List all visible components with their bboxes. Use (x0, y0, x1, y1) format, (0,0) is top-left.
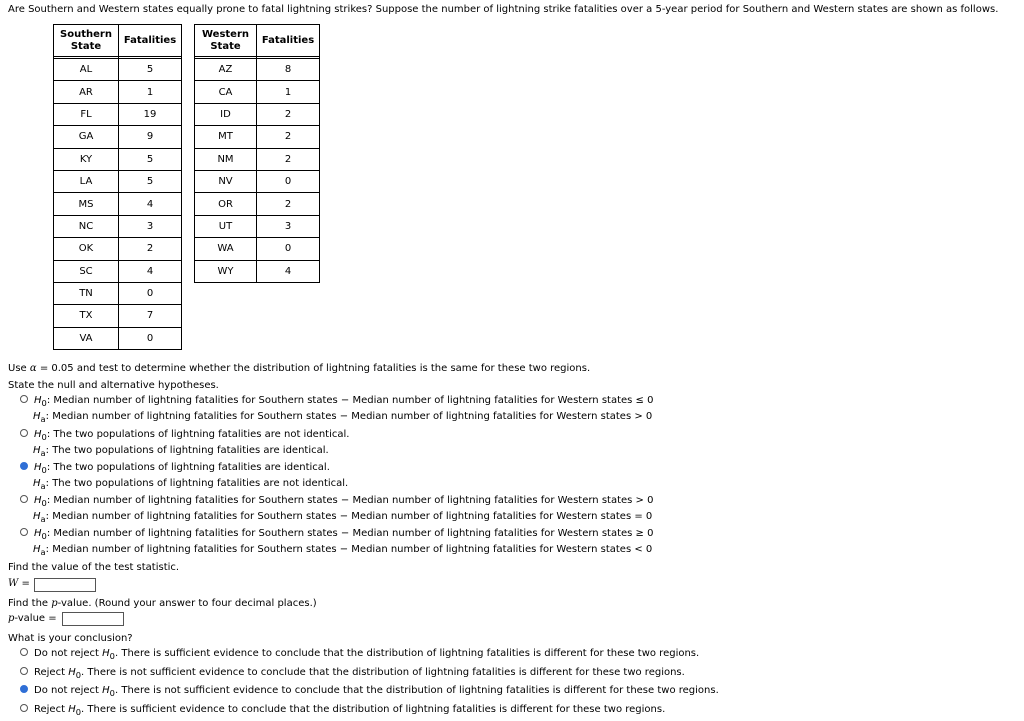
table-row (195, 238, 320, 260)
table-row (54, 238, 182, 260)
radio-button[interactable] (20, 648, 28, 656)
state-cell: GA (54, 126, 119, 148)
table-row (195, 126, 320, 148)
find-p-label: Find the p-value. (Round your answer to four decimal places.) (8, 598, 317, 609)
state-cell: OK (54, 238, 119, 260)
state-cell: UT (195, 215, 257, 237)
state-cell: KY (54, 148, 119, 170)
table-row (54, 59, 182, 81)
hypothesis-option[interactable]: $H_0$: Median number of lightning fatalities for Southern states − Median number of lightning fatalities for Western states ≤ 0 $H_a$: Median number of lightning fatalities for Southern states − Median number of lightning fatalities for Western states > 0 (20, 394, 653, 426)
fatalities-cell: 1 (257, 81, 320, 103)
h0-text: Median number of lightning fatalities for Southern states − Median number of lightning fatalities for Western states > 0 (53, 495, 654, 506)
table-row (54, 103, 182, 125)
ha-text: The two populations of lightning fatalities are not identical. (52, 478, 349, 489)
ha-text: Median number of lightning fatalities for Southern states − Median number of lightning fatalities for Western states < 0 (52, 544, 653, 555)
fatalities-cell: 2 (119, 238, 182, 260)
conclusion-action: Reject (34, 704, 66, 715)
table-header-row (195, 25, 320, 57)
radio-button[interactable] (20, 704, 28, 712)
fatalities-cell: 1 (119, 81, 182, 103)
table-row (195, 148, 320, 170)
state-cell: OR (195, 193, 257, 215)
conclusion-option[interactable]: Reject $H_0$. There is sufficient evidence to conclude that the distribution of lightning fatalities is different for these two regions. (20, 704, 665, 717)
radio-button[interactable] (20, 429, 28, 437)
state-cell: MT (195, 126, 257, 148)
header-southern-state: Southern State (54, 25, 119, 57)
alpha-instruction: Use α = 0.05 and test to determine whether the distribution of lightning fatalities is the same for these two regions. (8, 363, 591, 374)
question-intro: Are Southern and Western states equally prone to fatal lightning strikes? Suppose the number of lightning strike fatalities over a 5-year period for Southern and Western states are shown as follows. (8, 4, 999, 15)
fatalities-cell: 19 (119, 103, 182, 125)
state-hypotheses-label: State the null and alternative hypotheses. (8, 380, 219, 391)
fatalities-cell: 5 (119, 59, 182, 81)
state-cell: NM (195, 148, 257, 170)
table-row (54, 193, 182, 215)
southern-states-table (53, 24, 182, 350)
conclusion-label: What is your conclusion? (8, 633, 133, 644)
h0-text: Median number of lightning fatalities for Southern states − Median number of lightning fatalities for Western states ≤ 0 (53, 395, 654, 406)
w-label: W = (8, 578, 30, 589)
western-states-table (194, 24, 320, 283)
conclusion-action: Reject (34, 667, 66, 678)
table-row (54, 81, 182, 103)
fatalities-cell: 2 (257, 103, 320, 125)
fatalities-cell: 3 (119, 215, 182, 237)
table-row (195, 260, 320, 282)
fatalities-cell: 0 (119, 327, 182, 349)
fatalities-cell: 5 (119, 170, 182, 192)
state-cell: MS (54, 193, 119, 215)
hypothesis-option[interactable]: $H_0$: Median number of lightning fatalities for Southern states − Median number of lightning fatalities for Western states ≥ 0 $H_a$: Median number of lightning fatalities for Southern states − Median number of lightning fatalities for Western states < 0 (20, 527, 653, 559)
table-row (195, 170, 320, 192)
state-cell: AL (54, 59, 119, 81)
ha-text: Median number of lightning fatalities for Southern states − Median number of lightning fatalities for Western states > 0 (52, 411, 653, 422)
conclusion-option[interactable]: Reject $H_0$. There is not sufficient evidence to conclude that the distribution of lightning fatalities is different for these two regions. (20, 667, 685, 680)
table-row (54, 126, 182, 148)
ha-text: The two populations of lightning fatalities are identical. (52, 445, 329, 456)
state-cell: NV (195, 170, 257, 192)
fatalities-cell: 2 (257, 148, 320, 170)
radio-button[interactable] (20, 667, 28, 675)
h0-text: Median number of lightning fatalities for Southern states − Median number of lightning fatalities for Western states ≥ 0 (53, 528, 654, 539)
p-value-label: p-value = (8, 613, 57, 624)
h0-text: The two populations of lightning fatalities are not identical. (53, 429, 350, 440)
conclusion-action: Do not reject (34, 685, 99, 696)
conclusion-option[interactable]: Do not reject $H_0$. There is sufficient evidence to conclude that the distribution of lightning fatalities is different for these two regions. (20, 648, 699, 661)
table-row (195, 81, 320, 103)
fatalities-cell: 0 (257, 170, 320, 192)
fatalities-cell: 0 (257, 238, 320, 260)
table-row (195, 59, 320, 81)
table-row (54, 282, 182, 304)
fatalities-cell: 2 (257, 126, 320, 148)
state-cell: LA (54, 170, 119, 192)
state-cell: TX (54, 305, 119, 327)
fatalities-cell: 3 (257, 215, 320, 237)
table-row (195, 215, 320, 237)
table-row (54, 148, 182, 170)
state-cell: TN (54, 282, 119, 304)
hypothesis-option[interactable]: $H_0$: The two populations of lightning fatalities are not identical. $H_a$: The two populations of lightning fatalities are identical. (20, 428, 349, 460)
table-row (54, 327, 182, 349)
ha-text: Median number of lightning fatalities for Southern states − Median number of lightning fatalities for Western states = 0 (52, 511, 653, 522)
fatalities-cell: 0 (119, 282, 182, 304)
conclusion-action: Do not reject (34, 648, 99, 659)
hypothesis-option[interactable]: $H_0$: Median number of lightning fatalities for Southern states − Median number of lightning fatalities for Western states > 0 $H_a$: Median number of lightning fatalities for Southern states − Median number of lightning fatalities for Western states = 0 (20, 494, 653, 526)
state-cell: VA (54, 327, 119, 349)
fatalities-cell: 7 (119, 305, 182, 327)
state-cell: AR (54, 81, 119, 103)
state-cell: WA (195, 238, 257, 260)
radio-button[interactable] (20, 685, 28, 693)
state-cell: SC (54, 260, 119, 282)
fatalities-cell: 5 (119, 148, 182, 170)
fatalities-cell: 4 (119, 193, 182, 215)
state-cell: CA (195, 81, 257, 103)
state-cell: NC (54, 215, 119, 237)
header-fatalities: Fatalities (119, 25, 182, 57)
conclusion-text: There is sufficient evidence to conclude that the distribution of lightning fatalities is different for these two regions. (87, 704, 666, 715)
table-row (54, 215, 182, 237)
conclusion-text: There is not sufficient evidence to conclude that the distribution of lightning fatalities is different for these two regions. (121, 685, 719, 696)
state-cell: ID (195, 103, 257, 125)
state-cell: WY (195, 260, 257, 282)
fatalities-cell: 9 (119, 126, 182, 148)
table-row (195, 103, 320, 125)
w-input[interactable] (34, 578, 96, 592)
radio-button[interactable] (20, 395, 28, 403)
conclusion-option[interactable]: Do not reject $H_0$. There is not sufficient evidence to conclude that the distribution of lightning fatalities is different for these two regions. (20, 685, 719, 698)
table-row (195, 193, 320, 215)
table-header-row (54, 25, 182, 57)
find-w-label: Find the value of the test statistic. (8, 562, 180, 573)
fatalities-cell: 2 (257, 193, 320, 215)
radio-button[interactable] (20, 462, 28, 470)
state-cell: FL (54, 103, 119, 125)
fatalities-cell: 8 (257, 59, 320, 81)
header-fatalities: Fatalities (257, 25, 320, 57)
radio-button[interactable] (20, 495, 28, 503)
conclusion-text: There is sufficient evidence to conclude that the distribution of lightning fatalities is different for these two regions. (121, 648, 700, 659)
fatalities-cell: 4 (119, 260, 182, 282)
fatalities-cell: 4 (257, 260, 320, 282)
h0-text: The two populations of lightning fatalities are identical. (53, 462, 330, 473)
table-row (54, 260, 182, 282)
header-western-state: Western State (195, 25, 257, 57)
p-value-input[interactable] (62, 612, 124, 626)
table-row (54, 170, 182, 192)
table-row (54, 305, 182, 327)
conclusion-text: There is not sufficient evidence to conclude that the distribution of lightning fatalities is different for these two regions. (87, 667, 685, 678)
state-cell: AZ (195, 59, 257, 81)
hypothesis-option[interactable]: $H_0$: The two populations of lightning fatalities are identical. $H_a$: The two populations of lightning fatalities are not identical. (20, 461, 348, 493)
radio-button[interactable] (20, 528, 28, 536)
